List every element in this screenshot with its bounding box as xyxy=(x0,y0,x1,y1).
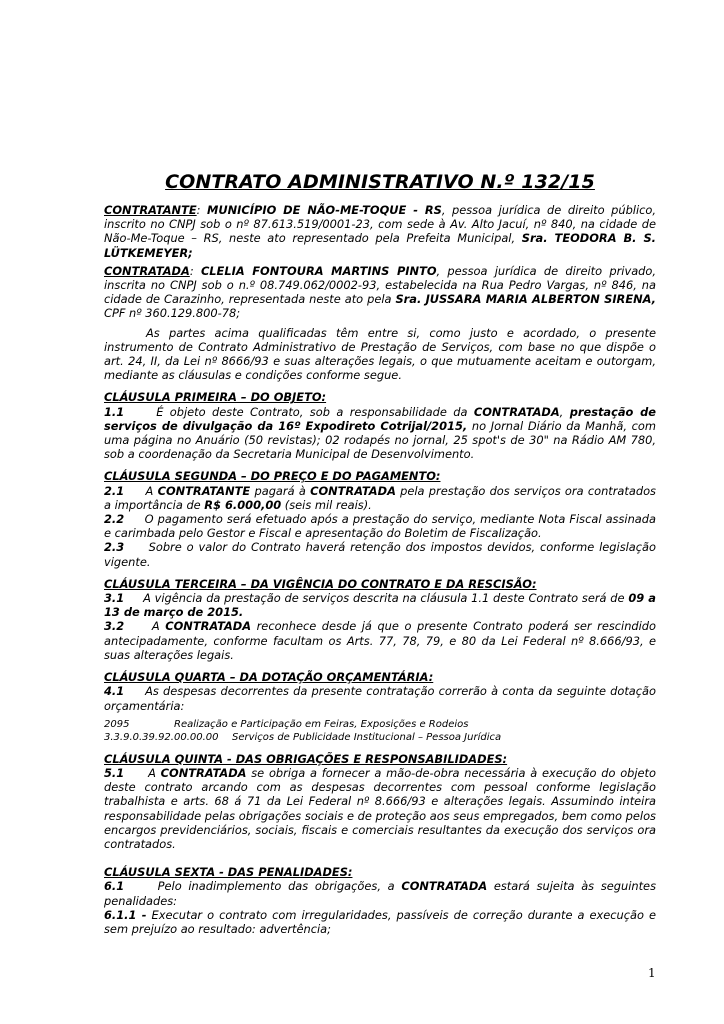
clause-text: A xyxy=(151,619,166,634)
contratante-paragraph xyxy=(104,203,656,260)
clause-3-heading: CLÁUSULA TERCEIRA – DA VIGÊNCIA DO CONTRATO E DA RESCISÃO: xyxy=(104,576,537,591)
clause-6-heading: CLÁUSULA SEXTA - DAS PENALIDADES: xyxy=(104,865,353,880)
clause-text: estará sujeita às seguintes penalidades: xyxy=(104,879,656,908)
clause-text: As despesas decorrentes da presente contratação correrão à conta da seguinte dotação orçamentária: xyxy=(104,684,657,713)
clause-number: 2.1 xyxy=(104,483,125,498)
object-description: prestação de serviços de divulgação da 16º Expodireto Cotrijal/2015, xyxy=(104,404,656,433)
contratada-paragraph xyxy=(104,264,656,321)
clause-text: (seis mil reais). xyxy=(281,497,372,512)
contratada-name: CLELIA FONTOURA MARTINS PINTO xyxy=(200,263,437,278)
contratada-ref: CONTRATADA xyxy=(401,879,488,894)
clause-text: pagará à xyxy=(250,483,311,498)
contratante-label: CONTRATANTE xyxy=(104,203,197,217)
separator: : xyxy=(189,263,201,278)
contratada-ref: CONTRATADA xyxy=(310,483,396,498)
clause-3-2 xyxy=(104,619,656,662)
clause-text: , xyxy=(559,404,570,419)
clause-text: O pagamento será efetuado após a prestação do serviço, mediante Nota Fiscal assinada e carimbada pelo Gestor e Fiscal e apresentação do Boletim de Fiscalização. xyxy=(104,512,656,541)
clause-6-1-1 xyxy=(104,908,656,936)
validity-period: 09 a 13 de março de 2015. xyxy=(104,591,656,620)
budget-line-1 xyxy=(104,718,656,731)
contratada-ref: CONTRATADA xyxy=(160,765,247,780)
page-number: 1 xyxy=(648,966,656,980)
clause-2-1 xyxy=(104,484,656,512)
clause-number: 2.3 xyxy=(104,540,125,555)
clause-text: Pelo inadimplemento das obrigações, a xyxy=(157,879,402,894)
contratada-label: CONTRATADA xyxy=(104,263,190,278)
budget-code: 2095 xyxy=(104,718,130,730)
budget-code: 3.3.9.0.39.92.00.00.00 xyxy=(104,731,219,743)
budget-line-2 xyxy=(104,731,656,744)
clause-4-heading: CLÁUSULA QUARTA – DA DOTAÇÃO ORÇAMENTÁRIA: xyxy=(104,670,434,685)
contratante-ref: CONTRATANTE xyxy=(157,483,251,498)
contratante-representative: Sra. TEODORA B. S. LÜTKEMEYER; xyxy=(104,231,656,260)
clause-text: Sobre o valor do Contrato haverá retenção dos impostos devidos, conforme legislação vigente. xyxy=(104,540,656,569)
clause-1-heading: CLÁUSULA PRIMEIRA – DO OBJETO: xyxy=(104,390,327,405)
clause-number: 5.1 xyxy=(104,765,125,780)
clause-number: 6.1 xyxy=(104,879,125,894)
budget-description: Realização e Participação em Feiras, Exposições e Rodeios xyxy=(174,718,469,730)
clause-number: 6.1.1 - xyxy=(104,907,147,922)
clause-3-1 xyxy=(104,591,656,619)
clause-2-2 xyxy=(104,512,656,540)
clause-4-1 xyxy=(104,684,656,712)
clause-6-1 xyxy=(104,879,656,907)
clause-5-1 xyxy=(104,766,656,851)
contratada-cpf: CPF nº 360.129.800-78; xyxy=(104,306,241,321)
clause-number: 4.1 xyxy=(104,684,125,699)
clause-2-3 xyxy=(104,540,656,568)
clause-number: 3.2 xyxy=(104,619,125,634)
contract-body xyxy=(104,170,656,936)
clause-number: 2.2 xyxy=(104,512,125,527)
clause-number: 3.1 xyxy=(104,591,125,606)
contratante-name: MUNICÍPIO DE NÃO-ME-TOQUE - RS xyxy=(207,203,442,217)
contract-title: CONTRATO ADMINISTRATIVO N.º 132/15 xyxy=(165,171,595,193)
separator: : xyxy=(196,203,208,217)
clause-text: A xyxy=(148,765,161,780)
clause-5-heading: CLÁUSULA QUINTA - DAS OBRIGAÇÕES E RESPONSABILIDADES: xyxy=(104,751,508,766)
contratada-text: , pessoa jurídica de direito privado, inscrita no CNPJ sob o n.º 08.749.062/0002-93, estabelecida na Rua Pedro Vargas, nº 846, na cidade de Carazinho, representada neste ato pela xyxy=(104,263,656,307)
contratada-ref: CONTRATADA xyxy=(165,619,252,634)
clause-text: se obriga a fornecer a mão-de-obra necessária à execução do objeto deste contrato arcando com as despesas decorrentes com pessoal conforme legislação trabalhista e arts. 68 á 71 da Lei Federal nº 8.666/93 e alterações legais. Assumindo inteira responsabilidade pelas obrigações sociais e de proteção aos seus empregados, bem como pelos encargos previdenciários, sociais, fiscais e comerciais resultantes da execução dos serviços ora contratados. xyxy=(104,765,656,851)
contract-amount: R$ 6.000,00 xyxy=(204,497,282,512)
clause-text: no Jornal Diário da Manhã, com uma página no Anuário (50 revistas); 02 rodapés no jornal, 25 spot's de 30" na Rádio AM 780, sob a coordenação da Secretaria Municipal de Desenvolvimento. xyxy=(104,418,656,462)
contratada-representative: Sra. JUSSARA MARIA ALBERTON SIRENA, xyxy=(395,292,656,307)
clause-text: É objeto deste Contrato, sob a responsabilidade da xyxy=(156,404,474,419)
clause-2-heading: CLÁUSULA SEGUNDA – DO PREÇO E DO PAGAMENTO: xyxy=(104,469,441,484)
contratante-text: , pessoa jurídica de direito público, inscrito no CNPJ sob o nº 87.613.519/0001-23, com sede à Av. Alto Jacuí, nº 840, na cidade de Não-Me-Toque – RS, neste ato representado pela Prefeita Municipal, xyxy=(104,203,656,246)
clause-number: 1.1 xyxy=(104,404,125,419)
clause-text: reconhece desde já que o presente Contrato poderá ser rescindido antecipadamente, conforme facultam os Arts. 77, 78, 79, e 80 da Lei Federal nº 8.666/93, e suas alterações legais. xyxy=(104,619,657,662)
clause-text: pela prestação dos serviços ora contratados a importância de xyxy=(104,483,656,512)
budget-description: Serviços de Publicidade Institucional – Pessoa Jurídica xyxy=(232,731,502,743)
clause-text: A xyxy=(145,483,158,498)
preamble-paragraph: As partes acima qualificadas têm entre si, como justo e acordado, o presente instrumento de Contrato Administrativo de Prestação de Serviços, com base no que dispõe o art. 24, II, da Lei nº 8666/93 e suas alterações legais, o que mutuamente aceitam e outorgam, mediante as cláusulas e condições conforme segue. xyxy=(104,325,656,383)
clause-text: A vigência da prestação de serviços descrita na cláusula 1.1 deste Contrato será de xyxy=(143,591,629,606)
contratada-ref: CONTRATADA xyxy=(473,404,560,419)
clause-1-1 xyxy=(104,405,656,462)
clause-text: Executar o contrato com irregularidades, passíveis de correção durante a execução e sem prejuízo ao resultado: advertência; xyxy=(104,907,657,936)
